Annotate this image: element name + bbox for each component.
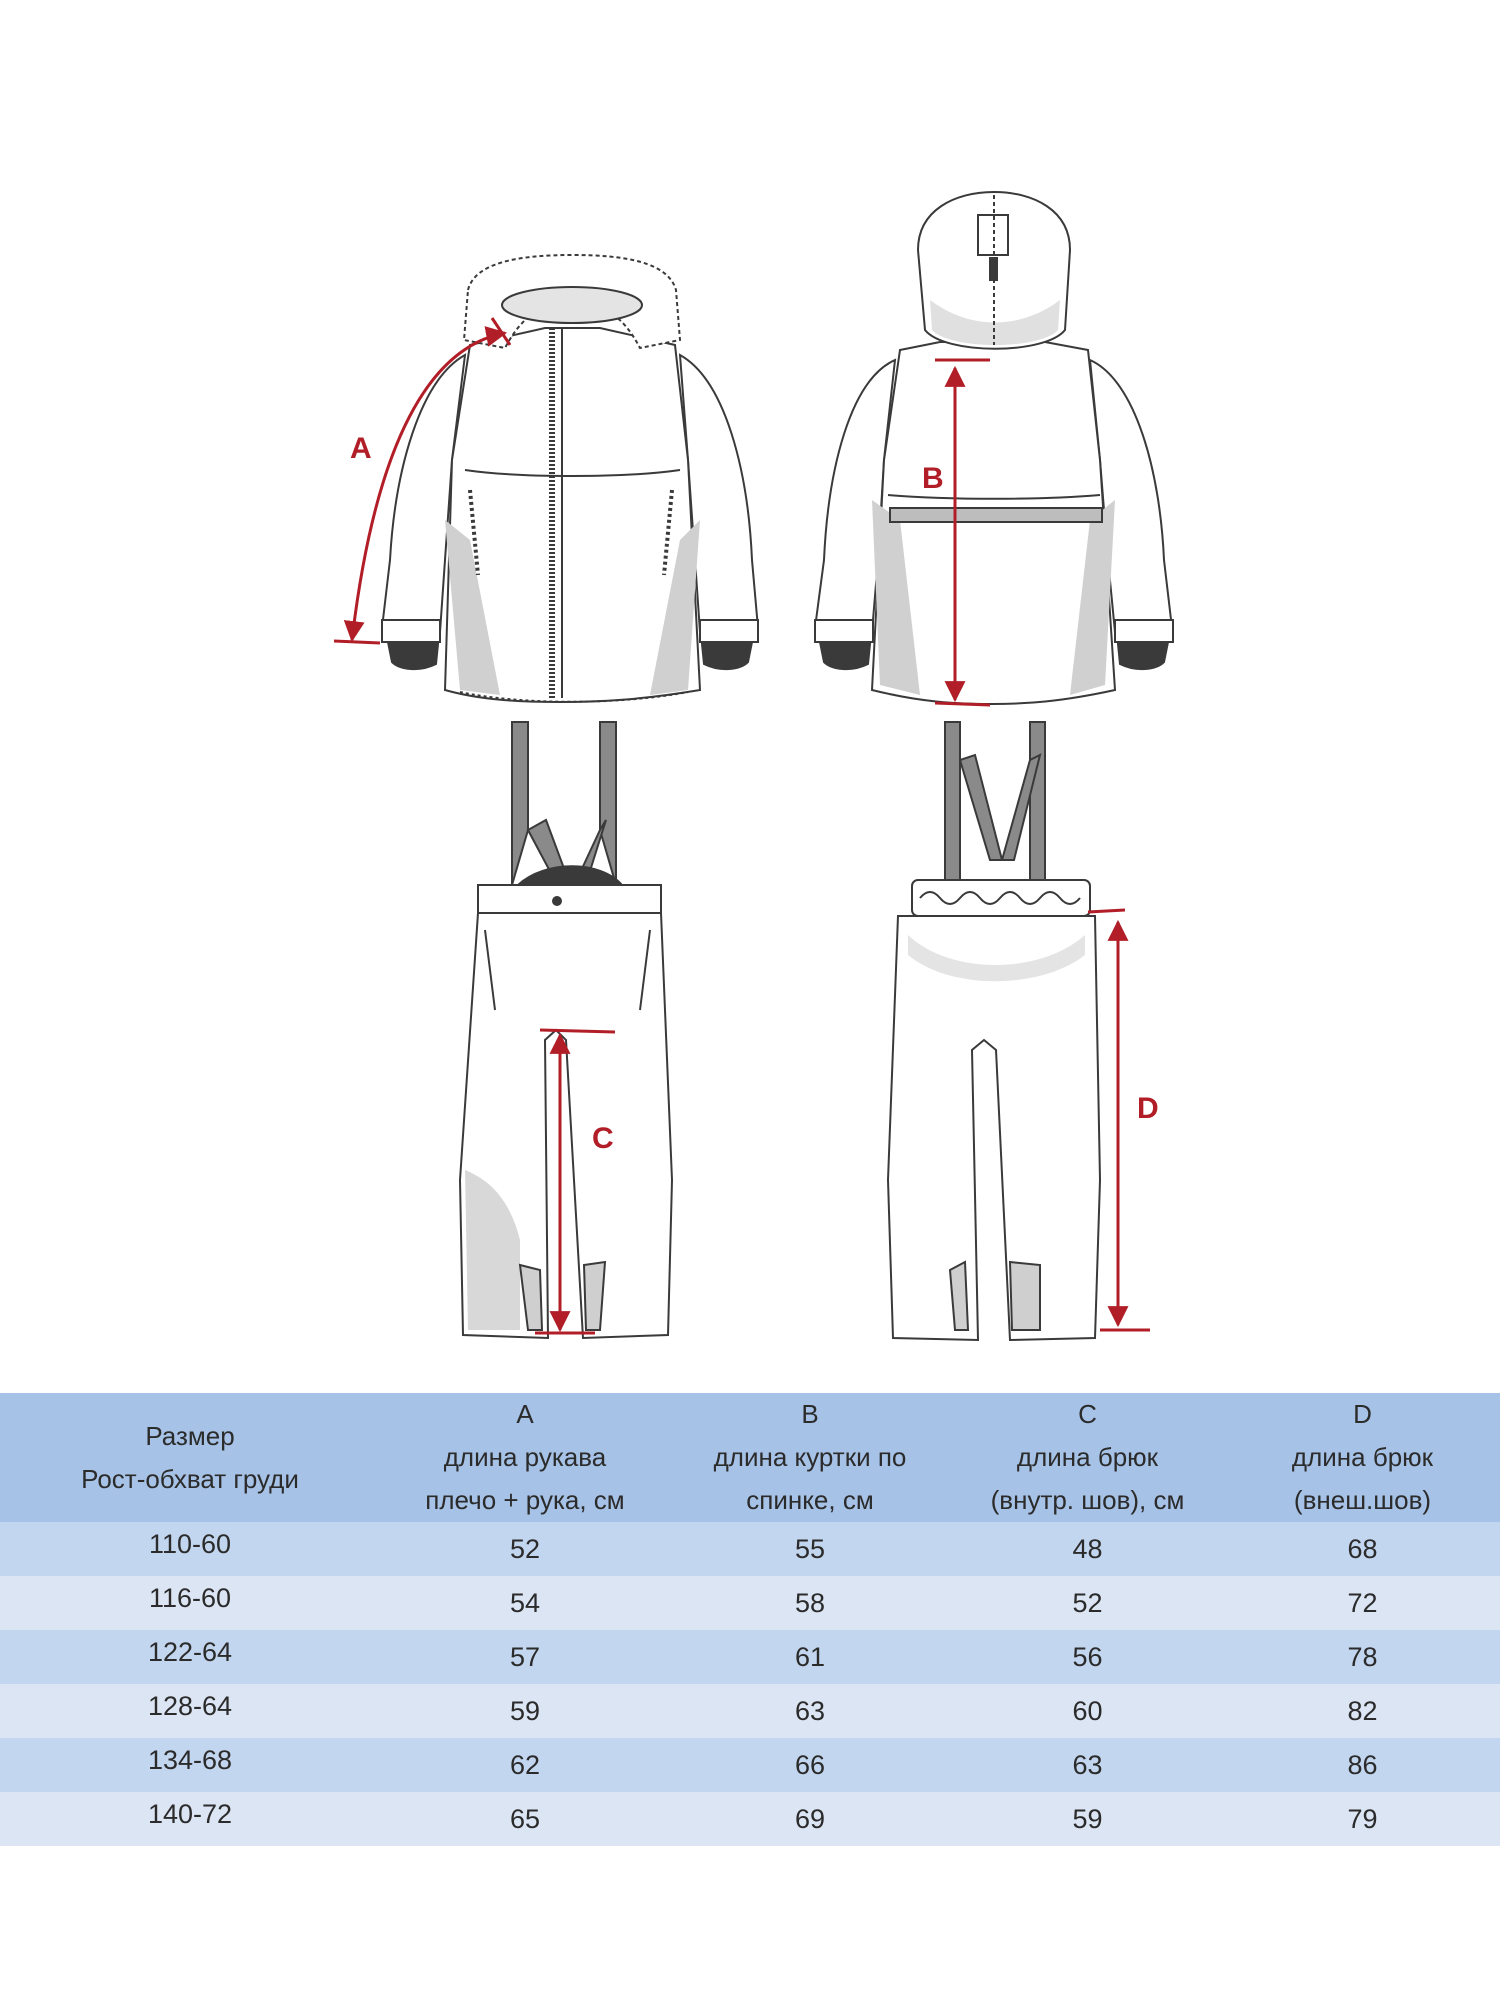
cell-b: 63 [794, 1695, 826, 1726]
cell-a: 62 [509, 1749, 541, 1780]
cell-a: 65 [509, 1803, 541, 1834]
cell-b: 69 [794, 1803, 826, 1834]
cell-c: 59 [1072, 1803, 1103, 1834]
cell-a: 57 [509, 1641, 541, 1672]
cell-size: 110-60 [148, 1528, 232, 1559]
right-glove [702, 642, 752, 669]
header-d: D длина брюк (внеш.шов) [1291, 1399, 1434, 1515]
table-row [0, 1792, 1500, 1846]
cell-c: 60 [1072, 1695, 1103, 1726]
cell-d: 68 [1347, 1533, 1378, 1564]
cell-size: 134-68 [147, 1744, 233, 1775]
cell-a: 54 [509, 1587, 541, 1618]
cell-a: 59 [509, 1695, 541, 1726]
left-glove [388, 642, 438, 669]
header-size: Размер Рост-обхват груди [81, 1420, 299, 1494]
cell-d: 86 [1347, 1749, 1378, 1780]
table-row [0, 1738, 1500, 1792]
dimension-b-label: B [922, 462, 944, 495]
header-b: B длина куртки по спинке, см [713, 1399, 907, 1515]
table-row [0, 1630, 1500, 1684]
dimension-c-label: C [592, 1122, 614, 1155]
pants-back-drawing [888, 722, 1100, 1340]
table-row [0, 1576, 1500, 1630]
front-right-strap [600, 722, 616, 885]
cell-d: 72 [1347, 1587, 1378, 1618]
cell-size: 116-60 [148, 1582, 232, 1613]
cell-b: 66 [794, 1749, 826, 1780]
cell-d: 78 [1347, 1641, 1378, 1672]
cell-b: 55 [794, 1533, 826, 1564]
dimension-d-label: D [1137, 1092, 1159, 1125]
header-a: A длина рукава плечо + рука, см [425, 1399, 625, 1515]
cell-size: 140-72 [147, 1798, 233, 1829]
cell-d: 82 [1347, 1695, 1378, 1726]
cell-c: 48 [1072, 1533, 1103, 1564]
cell-b: 61 [794, 1641, 826, 1672]
jacket-front-drawing [382, 255, 758, 702]
cell-b: 58 [794, 1587, 826, 1618]
header-c: C длина брюк (внутр. шов), см [990, 1399, 1185, 1515]
table-row [0, 1522, 1500, 1576]
dimension-a-label: A [350, 432, 372, 465]
size-table [0, 1393, 1500, 1846]
cell-c: 52 [1072, 1587, 1103, 1618]
jacket-back-drawing [815, 192, 1173, 704]
front-left-strap [512, 722, 528, 885]
size-table-header-row [0, 1393, 1500, 1522]
cell-d: 79 [1347, 1803, 1378, 1834]
cell-size: 128-64 [147, 1690, 233, 1721]
table-row [0, 1684, 1500, 1738]
cell-c: 56 [1072, 1641, 1103, 1672]
cell-c: 63 [1072, 1749, 1103, 1780]
cell-size: 122-64 [147, 1636, 233, 1667]
cell-a: 52 [509, 1533, 541, 1564]
